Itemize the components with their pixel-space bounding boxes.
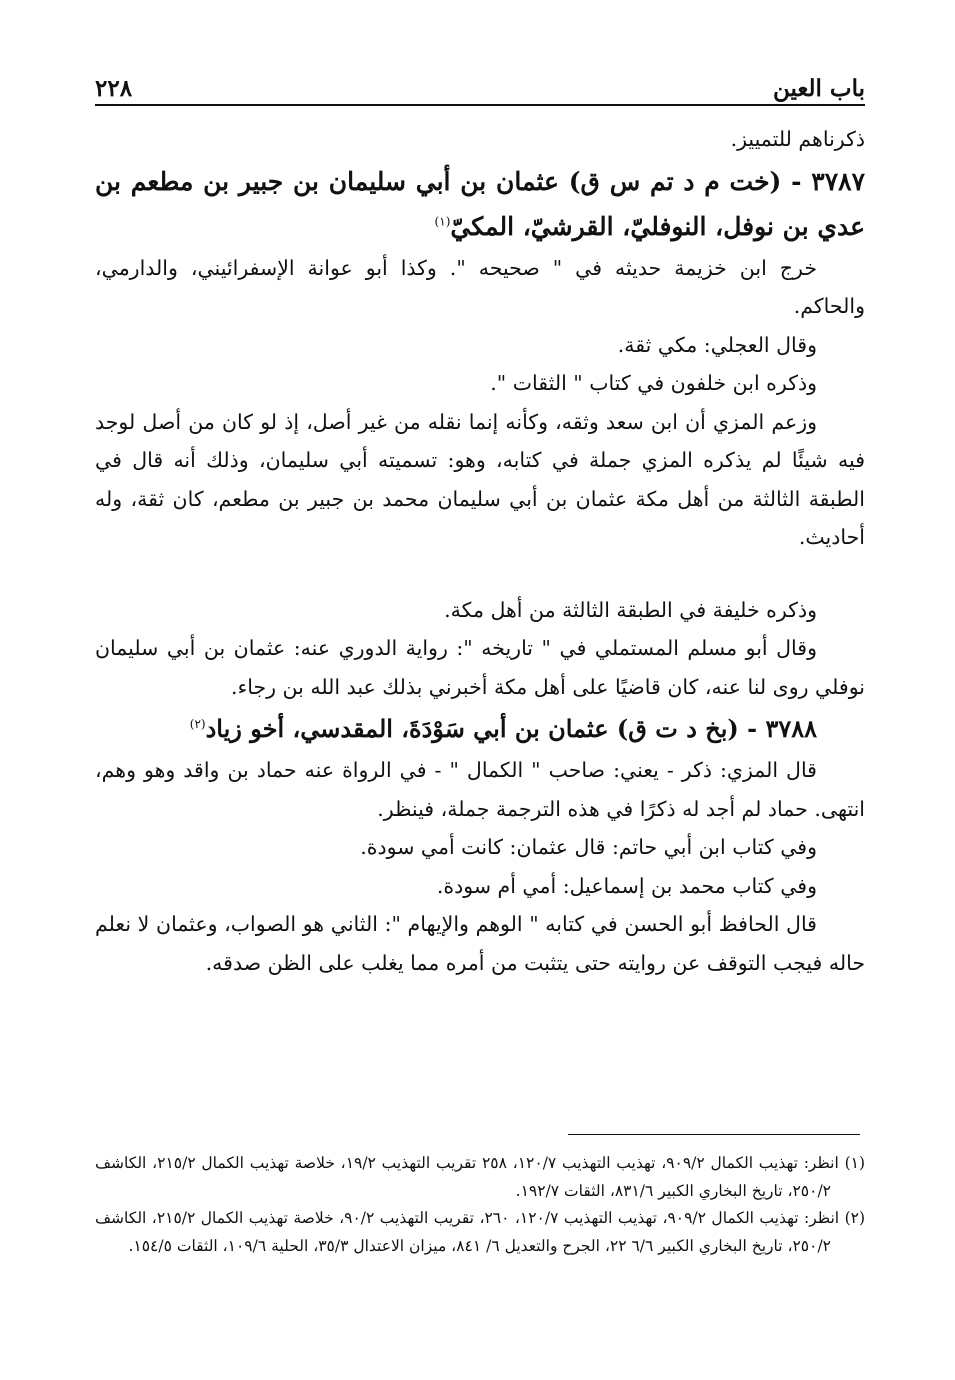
paragraph-gap (95, 557, 865, 591)
entry-heading-3787 (95, 159, 865, 249)
paragraph: وقال العجلي: مكي ثقة. (617, 332, 817, 357)
main-text (95, 120, 865, 982)
footnote-marker: (٢) (189, 717, 206, 731)
entry-heading-text: ٣٧٨٨ - (بخ د ت ق) عثمان بن أبي سَوْدَةَ، المقدسي، أخو زياد (205, 714, 817, 743)
paragraph: وقال أبو مسلم المستملي في " تاريخه ": رواية الدوري عنه: عثمان بن أبي سليمان نوفلي روى لنا عنه، كان قاضيًا على أهل مكة أخبرني بذلك عبد الله بن رجاء. (95, 636, 865, 699)
entry-heading-3788 (95, 706, 865, 751)
paragraph-intro: ذكرناهم للتمييز. (730, 127, 865, 151)
running-header (95, 62, 865, 102)
paragraph: وذكره ابن خلفون في كتاب " الثقات ". (490, 371, 817, 395)
paragraph: خرج ابن خزيمة حديثه في " صحيحه ". وكذا أبو عوانة الإسفرائيني، والدارمي، والحاكم. (95, 255, 865, 318)
paragraph: قال الحافظ أبو الحسن في كتابه " الوهم والإيهام ": الثاني هو الصواب، وعثمان لا نعلم حاله فيجب التوقف عن روايته حتى يتثبت من أمره مما يغلب على الظن صدقه. (95, 912, 865, 975)
paragraph: وزعم المزي أن ابن سعد وثقه، وكأنه إنما نقله من غير أصل، إذ لو كان من أصل لوجد فيه شيئًا لم يذكره المزي جملة في كتابه، وهو: تسميته أبي سليمان، وذلك أنه قال في الطبقة الثالثة من أهل مكة عثمان بن أبي سليمان محمد بن جبير بن مطعم، كان ثقة، وله أحاديث. (95, 409, 865, 549)
chapter-title: باب العين (772, 75, 865, 102)
footnote-marker: (١) (434, 214, 451, 229)
footnote-separator (568, 1134, 860, 1135)
footnote-2: (٢) انظر: تهذيب الكمال ٩٠٩/٢، تهذيب التهذيب ١٢٠/٧، ٢٦٠، تقريب التهذيب ٩٠/٢، خلاصة تهذيب الكمال ٢١٥/٢، الكاشف ٢٥٠/٢، تاريخ البخاري الكبير ٦/٦ ٢٢، الجرح والتعديل ٦/ ٨٤١، ميزان الاعتدال ٣٥/٣، الحلية ١٠٩/٦، الثقات ١٥٤/٥. (95, 1209, 866, 1255)
footnote-1: (١) انظر: تهذيب الكمال ٩٠٩/٢، تهذيب التهذيب ١٢٠/٧، ٢٥٨ تقريب التهذيب ١٩/٢، خلاصة تهذيب الكمال ٢١٥/٢، الكاشف ٢٥٠/٢، تاريخ البخاري الكبير ٨٣١/٦، الثقات ١٩٢/٧. (95, 1154, 866, 1200)
paragraph: وفي كتاب محمد بن إسماعيل: أمي أم سودة. (436, 873, 817, 898)
page-number: ٢٢٨ (95, 75, 133, 102)
paragraph: وذكره خليفة في الطبقة الثالثة من أهل مكة. (444, 597, 817, 622)
paragraph: وفي كتاب ابن أبي حاتم: قال عثمان: كانت أمي سودة. (360, 835, 817, 859)
entry-heading-text: ٣٧٨٧ - (خت م د تم س ق) عثمان بن أبي سليمان بن جبير بن مطعم بن عدي بن نوفل، النوفليّ، القرشيّ، المكيّ (95, 166, 865, 241)
footnotes (95, 1150, 865, 1260)
paragraph: قال المزي: ذكر - يعني: صاحب " الكمال " - في الرواة عنه حماد بن واقد وهو وهم، انتهى. حماد لم أجد له ذكرًا في هذه الترجمة جملة، فينظر. (95, 758, 865, 821)
header-rule (95, 104, 865, 106)
